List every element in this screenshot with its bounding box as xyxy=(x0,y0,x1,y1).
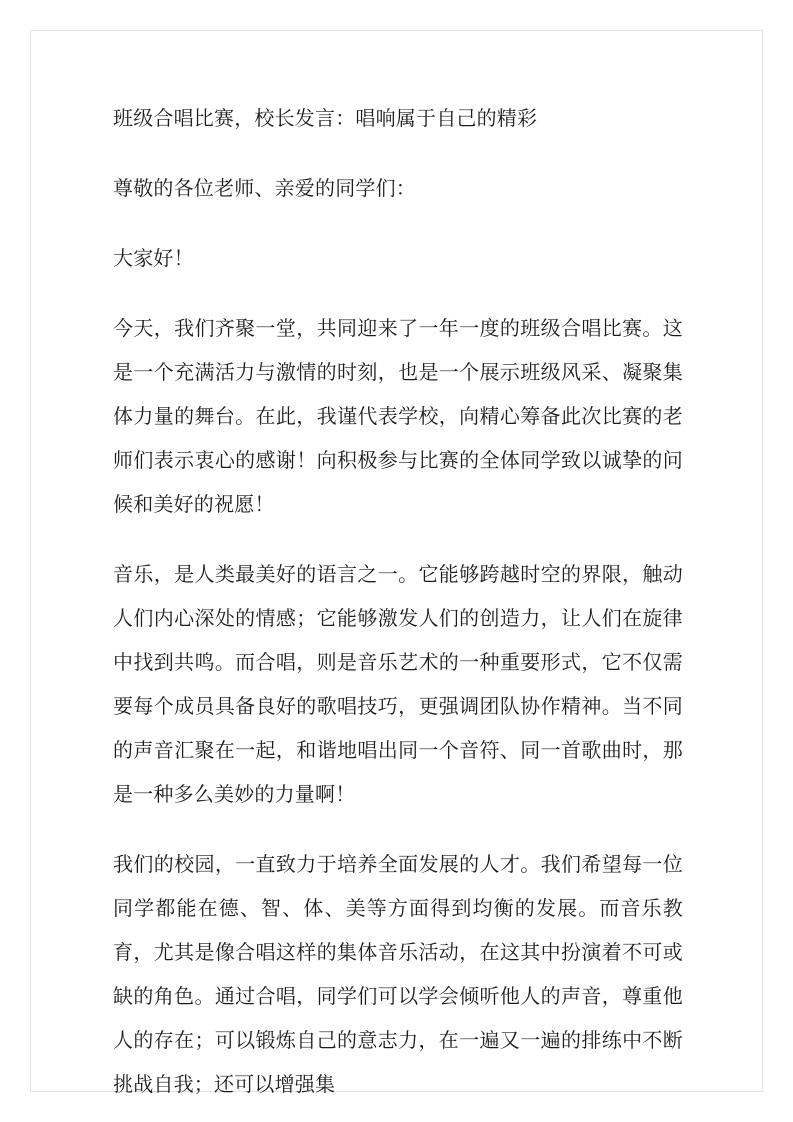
body-paragraph-2: 音乐，是人类最美好的语言之一。它能够跨越时空的界限，触动人们内心深处的情感；它能够激发人们的创造力，让人们在旋律中找到共鸣。而合唱，则是音乐艺术的一种重要形式，它不仅需要每个成员具备良好的歌唱技巧，更强调团队协作精神。当不同的声音汇聚在一起，和谐地唱出同一个音符、同一首歌曲时，那是一种多么美妙的力量啊！ xyxy=(113,562,683,806)
document-body xyxy=(113,96,683,1106)
body-paragraph-3: 我们的校园，一直致力于培养全面发展的人才。我们希望每一位同学都能在德、智、体、美等方面得到均衡的发展。而音乐教育，尤其是像合唱这样的集体音乐活动，在这其中扮演着不可或缺的角色。通过合唱，同学们可以学会倾听他人的声音，尊重他人的存在；可以锻炼自己的意志力，在一遍又一遍的排练中不断挑战自我；还可以增强集 xyxy=(113,852,683,1096)
salutation-line: 尊敬的各位老师、亲爱的同学们： xyxy=(113,176,416,200)
body-paragraph-1: 今天，我们齐聚一堂，共同迎来了一年一度的班级合唱比赛。这是一个充满活力与激情的时刻，也是一个展示班级风采、凝聚集体力量的舞台。在此，我谨代表学校，向精心筹备此次比赛的老师们表示衷心的感谢！向积极参与比赛的全体同学致以诚挚的问候和美好的祝愿！ xyxy=(113,316,683,516)
document-title: 班级合唱比赛，校长发言：唱响属于自己的精彩 xyxy=(113,106,538,130)
greeting-line: 大家好！ xyxy=(113,246,194,270)
